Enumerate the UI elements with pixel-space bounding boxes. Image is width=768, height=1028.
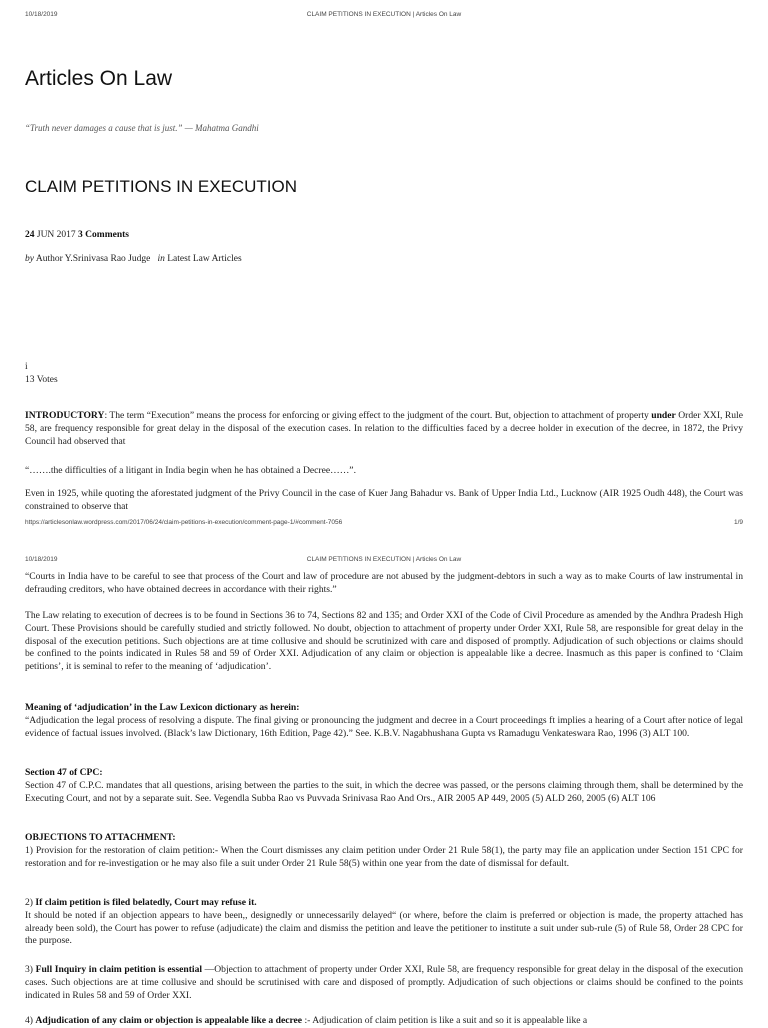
rating-widget	[25, 361, 743, 387]
meaning-text: “Adjudication the legal process of resolving a dispute. The final giving or pronouncing the judgment and decree in a Court proceedings ft implies a hearing of a Court after notice of legal evidence of factual issues involved. (Black’s law Dictionary, 16th Edition, Page 42).” See. K.B.V. Nagabhushana Gupta vs Ramadugu Venkateswara Rao, 1996 (3) ALT 100.	[25, 714, 743, 739]
meaning-heading: Meaning of ‘adjudication’ in the Law Lexicon dictionary as herein:	[25, 702, 300, 713]
header-date-2: 10/18/2019	[25, 556, 58, 563]
intro-text-1: : The term “Execution” means the process for enforcing or giving effect to the judgment of the court. But, objection to attachment of property	[104, 410, 649, 421]
site-tagline: “Truth never damages a cause that is just.” — Mahatma Gandhi	[25, 123, 259, 133]
objections-heading: OBJECTIONS TO ATTACHMENT:	[25, 832, 176, 843]
post-meta-byline	[25, 254, 743, 264]
date-month-year: JUN 2017	[36, 230, 76, 240]
objection-4	[25, 1015, 743, 1028]
objection-4-number: 4)	[25, 1015, 33, 1026]
objection-3-heading: Full Inquiry in claim petition is essential	[35, 964, 203, 975]
objection-3-text: —Objection to attachment of property under Order XXI, Rule 58, are frequency responsible for great delay in the disposal of the execution cases. Such objections are at time collusive and should be scrutinised with care and disposed of promptly. Adjudication of such objections or claims should be confined to the points indicated in Rules 58 and 59 of Order XXI.	[25, 964, 743, 1001]
objections-section	[25, 832, 743, 870]
objection-1: 1) Provision for the restoration of claim petition:- When the Court dismisses any claim petition under Order 21 Rule 58(1), the party may file an application under Section 151 CPC for restoration and for re-investigation or he may also file a suit under Order 21 Rule 58(5) within one year from the date of dismissal for default.	[25, 844, 743, 869]
objection-4-heading: Adjudication of any claim or objection is appealable like a decree	[35, 1015, 303, 1026]
category-link[interactable]: Latest Law Articles	[167, 254, 242, 264]
date-day: 24	[25, 230, 35, 240]
privy-quote: “…….the difficulties of a litigant in India begin when he has obtained a Decree……”.	[25, 465, 356, 476]
header-title: CLAIM PETITIONS IN EXECUTION | Articles On Law	[306, 11, 462, 18]
courts-quote: “Courts in India have to be careful to see that process of the Court and law of procedure are not abused by the judgment-debtors in such a way as to make Courts of law instrumental in defrauding creditors, who have obtained decrees in accordance with their rights.”	[25, 571, 743, 595]
post-meta-date	[25, 230, 743, 240]
intro-under: under	[651, 410, 676, 421]
objection-2	[25, 897, 743, 948]
paragraph-1925: Even in 1925, while quoting the aforestated judgment of the Privy Council in the case of Kuer Jang Bahadur vs. Bank of Upper India Ltd., Lucknow (AIR 1925 Oudh 448), the Court was constrained to observe that	[25, 488, 743, 512]
comments-link[interactable]: 3 Comments	[78, 230, 129, 240]
objection-3-number: 3)	[25, 964, 33, 975]
intro-label: INTRODUCTORY	[25, 410, 105, 421]
author-link[interactable]: Author Y.Srinivasa Rao Judge	[35, 254, 151, 264]
footer-page-number: 1/9	[733, 519, 743, 526]
intro-paragraph	[25, 410, 743, 448]
rating-votes: 13 Votes	[25, 375, 58, 385]
objection-2-number: 2)	[25, 897, 33, 908]
section47-section	[25, 767, 743, 805]
section47-heading: Section 47 of CPC:	[25, 767, 103, 778]
objection-2-text: It should be noted if an objection appears to have been,, designedly or unnecessarily delayed“ (or where, before the claim is preferred or objection is made, the property attached has already been sold), the Court has power to refuse (adjudicate) the claim and dismiss the petition and leave the petitioner to institute a suit under sub-rule (5) of Rule 58, Order 28 CPC for the purpose.	[25, 909, 743, 947]
objection-4-text: :- Adjudication of claim petition is like a suit and so it is appealable like a	[302, 1015, 588, 1026]
header-date: 10/18/2019	[25, 11, 58, 18]
law-relating-paragraph: The Law relating to execution of decrees is to be found in Sections 36 to 74, Sections 82 and 135; and Order XXI of the Code of Civil Procedure as amended by the Andhra Pradesh High Court. These Provisions should be carefully studied and strictly followed. No doubt, objection to attachment of property under Order XXI, Rule 58, are responsible for great delay in the disposal of the execution petitions. Such objections are at time collusive and should be scrutinized with care and disposed of promptly. Adjudication of such objections or claims should be confined to the points indicated in Rules 58 and 59 of Order XXI. Adjudication of any claim or objection is appealable like a decree. Inasmuch as this paper is confined to ‘Claim petitions’, it is seminal to refer to the meaning of ‘adjudication’.	[25, 610, 743, 673]
in-label: in	[157, 254, 165, 264]
meaning-section	[25, 702, 743, 740]
site-title[interactable]: Articles On Law	[25, 67, 173, 90]
by-label: by	[25, 254, 34, 264]
objection-2-heading: If claim petition is filed belatedly, Court may refuse it.	[35, 897, 257, 908]
rating-icon[interactable]: i	[25, 362, 28, 372]
section47-text: Section 47 of C.P.C. mandates that all questions, arising between the parties to the suit, in which the decree was passed, or the persons claiming through them, shall be determined by the Executing Court, and not by a separate suit. See. Vegendla Subba Rao vs Puvvada Srinivasa Rao And Ors., AIR 2005 AP 449, 2005 (5) ALD 260, 2005 (6) ALT 106	[25, 779, 743, 804]
objection-3	[25, 964, 743, 1002]
footer-url[interactable]: https://articlesonlaw.wordpress.com/2017/06/24/claim-petitions-in-execution/comment-page-1/#comment-7056	[25, 519, 343, 526]
post-title[interactable]: CLAIM PETITIONS IN EXECUTION	[25, 177, 298, 196]
header-title-2: CLAIM PETITIONS IN EXECUTION | Articles On Law	[306, 556, 462, 563]
intro-text-2: Order XXI, Rule 58, are frequency responsible for great delay in the disposal of the execution cases. In relation to the difficulties faced by a decree holder in execution of the decree, in 1872, the Privy Council had observed that	[25, 410, 743, 447]
